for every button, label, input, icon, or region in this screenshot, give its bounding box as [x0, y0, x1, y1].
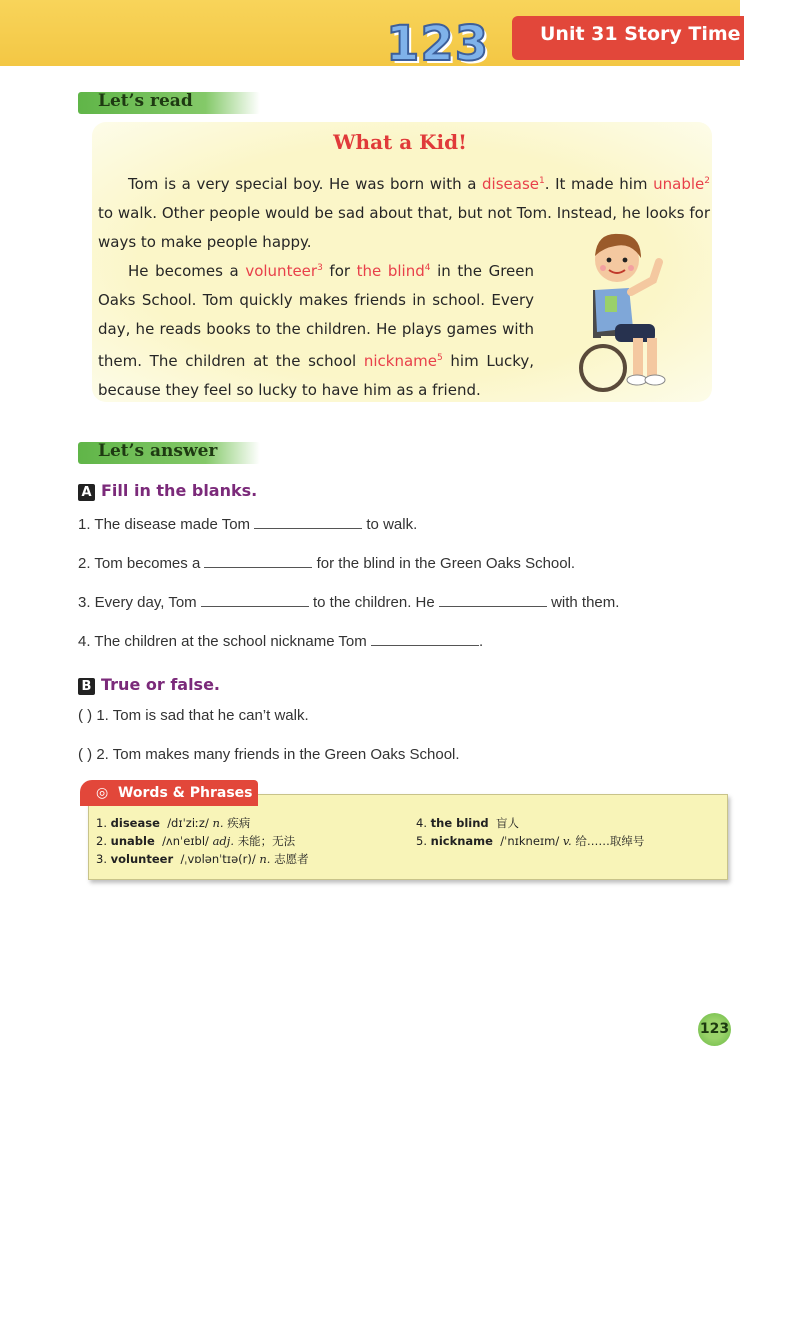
word-ipa: /ˈnɪkneɪm/ — [500, 834, 560, 848]
vocab-highlight: volunteer — [245, 262, 318, 280]
story-text: Tom is a very special boy. He was born with a — [128, 175, 483, 193]
word-pos: adj. — [212, 834, 235, 848]
answer-blank[interactable] — [201, 592, 309, 607]
word-term: unable — [110, 834, 155, 848]
word-entry-3 — [96, 851, 309, 867]
section-b-heading — [78, 675, 220, 695]
page-number-badge: 123 — [698, 1013, 731, 1046]
unit-title-tab: Unit 31 Story Time — [512, 16, 744, 60]
question-text: 4. The children at the school nickname Tom — [78, 633, 371, 650]
word-entry-1 — [96, 815, 250, 831]
question-text: to the children. He — [308, 594, 439, 611]
words-title: Words & Phrases — [117, 785, 253, 801]
footnote-marker: 3 — [317, 263, 323, 273]
section-a-title: Fill in the blanks. — [101, 481, 258, 500]
word-meaning: 未能；无法 — [237, 834, 296, 848]
word-entry-4 — [416, 815, 519, 831]
section-b-letter: B — [78, 678, 95, 695]
lets-answer-banner — [78, 442, 260, 464]
word-ipa: /ˌvɒlənˈtɪə(r)/ — [180, 852, 256, 866]
page-number-large: 123 — [386, 16, 490, 72]
section-b-title: True or false. — [101, 675, 221, 694]
vocab-highlight: the blind — [356, 262, 425, 280]
word-ipa: /ʌnˈeɪbl/ — [162, 834, 209, 848]
question-text: to walk. — [362, 516, 418, 533]
words-tab — [80, 780, 258, 806]
word-pos: v. — [562, 834, 572, 848]
story-text: He becomes a — [128, 262, 246, 280]
vocab-highlight: disease — [482, 175, 539, 193]
lets-read-banner — [78, 92, 260, 114]
word-number: 2. — [96, 834, 111, 848]
lets-read-label: Let’s read — [98, 91, 193, 111]
word-term: disease — [110, 816, 160, 830]
word-ipa: /dɪˈziːz/ — [167, 816, 209, 830]
vocab-highlight: nickname — [363, 352, 438, 370]
word-term: nickname — [430, 834, 493, 848]
question-text: 1. The disease made Tom — [78, 516, 255, 533]
story-paragraph-2 — [98, 254, 534, 405]
true-false-question-1[interactable]: ( ) 1. Tom is sad that he can’t walk. — [78, 707, 309, 724]
word-meaning: 盲人 — [495, 816, 519, 830]
fill-question-3 — [78, 592, 619, 611]
lets-answer-label: Let’s answer — [98, 441, 218, 461]
story-text: him Lucky, because they feel so lucky to have him as a friend. — [98, 352, 535, 399]
story-text: . It made him — [544, 175, 654, 193]
footnote-marker: 4 — [424, 263, 431, 273]
word-meaning: 疾病 — [227, 816, 251, 830]
question-text: 3. Every day, Tom — [78, 594, 201, 611]
word-entry-5 — [416, 833, 644, 849]
true-false-question-2[interactable]: ( ) 2. Tom makes many friends in the Green Oaks School. — [78, 746, 460, 763]
boy-in-wheelchair-illustration — [575, 228, 685, 396]
footnote-marker: 5 — [437, 353, 443, 363]
word-term: volunteer — [110, 852, 174, 866]
question-text: for the blind in the Green Oaks School. — [312, 555, 576, 572]
footnote-marker: 1 — [538, 176, 545, 186]
story-title: What a Kid! — [333, 130, 467, 154]
word-number: 5. — [416, 834, 431, 848]
question-text: . — [478, 633, 484, 650]
word-term: the blind — [430, 816, 489, 830]
section-a-letter: A — [78, 484, 95, 501]
question-text: with them. — [546, 594, 620, 611]
fill-question-4 — [78, 631, 483, 650]
answer-blank[interactable] — [254, 514, 362, 529]
word-pos: n. — [259, 852, 271, 866]
fill-question-2 — [78, 553, 575, 572]
word-meaning: 给……取绰号 — [575, 834, 645, 848]
answer-blank[interactable] — [204, 553, 312, 568]
answer-blank[interactable] — [439, 592, 547, 607]
story-text: in the Green Oaks School. Tom quickly makes friends in school. Every day, he reads books to the children. He plays games with them. The children at the school — [98, 262, 534, 370]
story-text: to walk. Other people would be sad about that, but not Tom. Instead, he looks for ways to make people happy. — [98, 204, 710, 251]
question-text: 2. Tom becomes a — [78, 555, 205, 572]
word-number: 1. — [96, 816, 111, 830]
word-entry-2 — [96, 833, 295, 849]
vocab-highlight: unable — [653, 175, 705, 193]
word-meaning: 志愿者 — [274, 852, 309, 866]
footnote-marker: 2 — [704, 176, 710, 186]
answer-blank[interactable] — [371, 631, 479, 646]
word-number: 4. — [416, 816, 431, 830]
story-text: for — [322, 262, 357, 280]
fill-question-1 — [78, 514, 417, 533]
word-number: 3. — [96, 852, 111, 866]
target-icon: ◎ — [96, 785, 109, 801]
word-pos: n. — [212, 816, 224, 830]
section-a-heading — [78, 481, 257, 501]
